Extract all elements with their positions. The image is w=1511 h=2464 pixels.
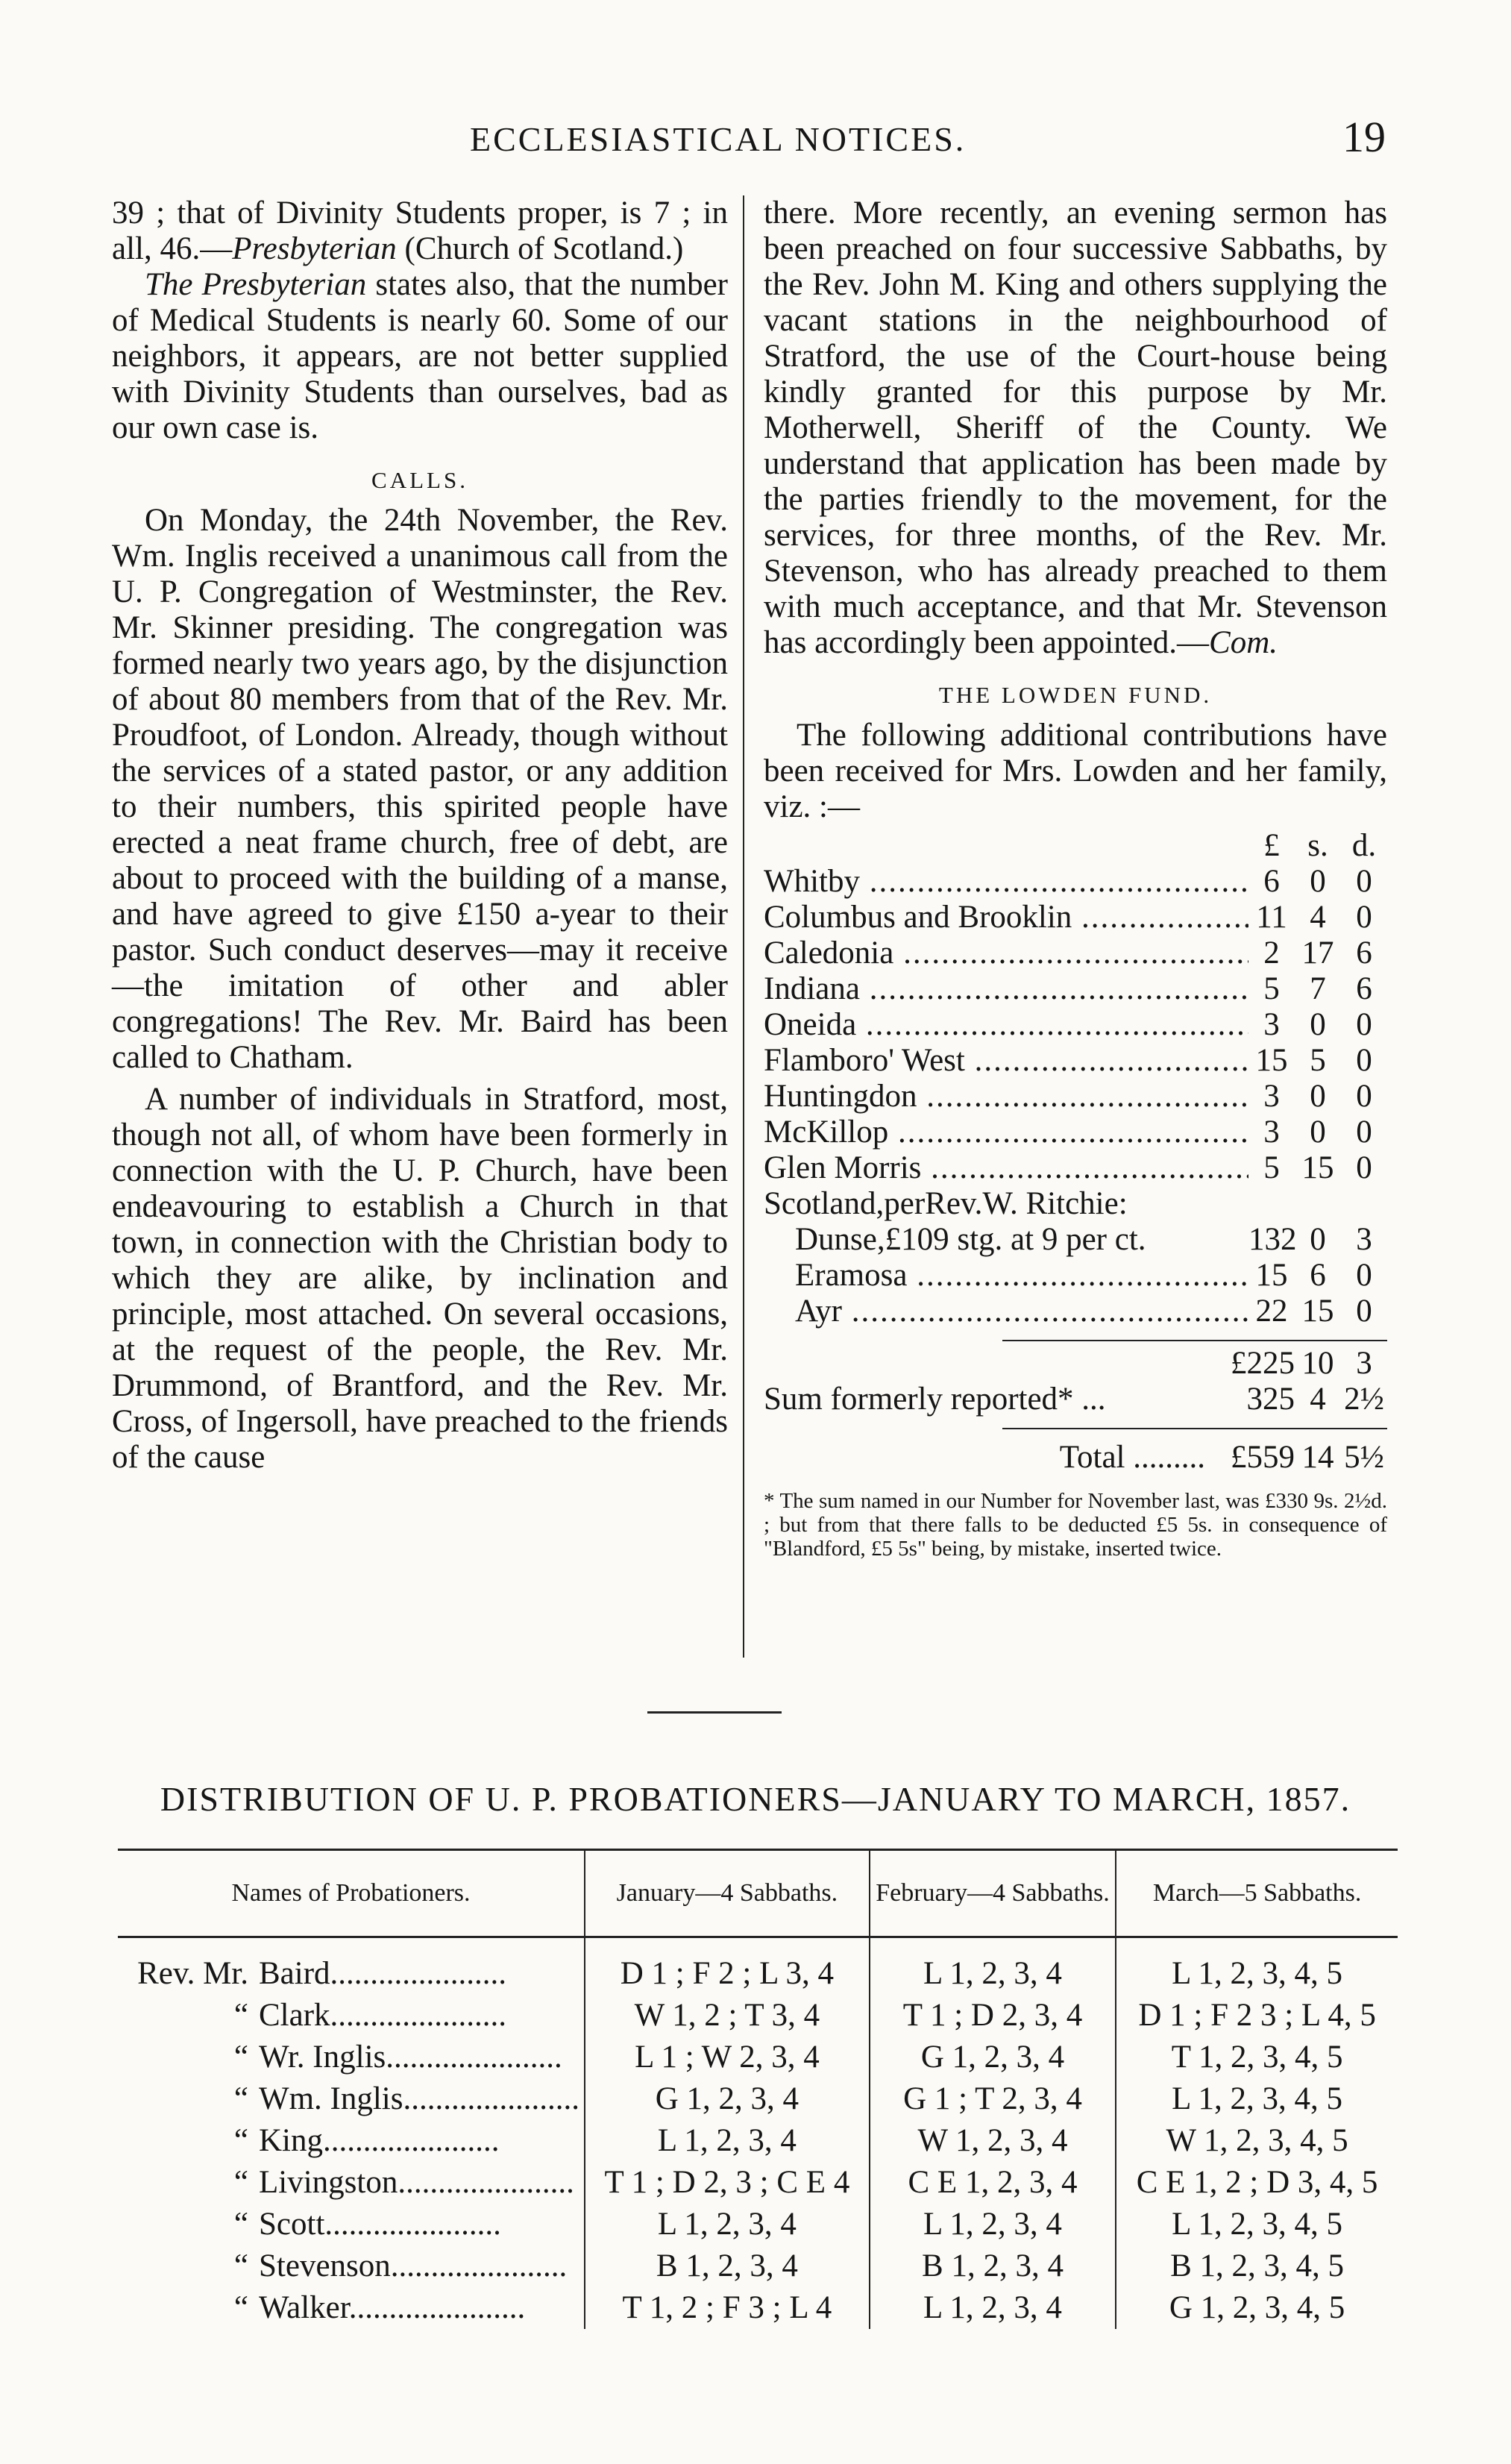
probationer-name: King ..... bbox=[259, 2120, 579, 2162]
fund-list bbox=[764, 864, 1387, 1186]
shillings-value: 5 bbox=[1310, 1043, 1326, 1078]
paragraph bbox=[112, 195, 728, 267]
running-head: ECCLESIASTICAL NOTICES. bbox=[470, 120, 967, 158]
fund-subtotal-row bbox=[764, 1346, 1387, 1382]
march-assignments: G 1, 2, 3, 4, 5 bbox=[1116, 2287, 1398, 2329]
pence-header: d. bbox=[1351, 828, 1377, 863]
text: there. More recently, an evening sermon has been preached on four successive Sabbaths, by the Rev. John M. King and others supplying the vacant stations in the neighbourhood of Stratford, the use of the Court-house being kindly granted for this purpose by Mr. Motherwell, Sheriff of the County. We understand that application has been made by the parties friendly to the movement, for the services, for three months, of the Rev. Mr. Stevenson, who has already preached to them with much acceptance, and that Mr. Stevenson has accordingly been appointed.— bbox=[764, 195, 1387, 660]
fund-total-row bbox=[764, 1440, 1387, 1476]
contributor-name: Flamboro' West ..... bbox=[764, 1043, 1248, 1079]
probationer-name: Wm. Inglis ..... bbox=[259, 2078, 579, 2120]
february-assignments: L 1, 2, 3, 4 bbox=[870, 2287, 1116, 2329]
pounds-value: 3 bbox=[1263, 1115, 1280, 1150]
february-assignments: W 1, 2, 3, 4 bbox=[870, 2120, 1116, 2162]
name-prefix: Rev. Mr. bbox=[137, 1956, 248, 1991]
pounds-value: 15 bbox=[1255, 1258, 1288, 1293]
table-row bbox=[118, 2245, 1398, 2287]
fund-row bbox=[764, 1043, 1387, 1079]
pounds-value: 2 bbox=[1263, 935, 1280, 971]
contributor-name: McKillop ..... bbox=[764, 1115, 1248, 1150]
march-assignments: C E 1, 2 ; D 3, 4, 5 bbox=[1116, 2162, 1398, 2204]
table-row bbox=[118, 1995, 1398, 2037]
pence-value: 0 bbox=[1356, 900, 1372, 935]
pounds-header: £ bbox=[1263, 828, 1280, 863]
text: states also, that the number of Medical Students is nearly 60. Some of our neighbors, it appears, are not better supplied with Divinity Students than ourselves, bad as our own case is. bbox=[112, 267, 728, 445]
table-row bbox=[118, 2204, 1398, 2245]
right-column bbox=[764, 195, 1387, 1561]
shillings-value: 6 bbox=[1310, 1258, 1326, 1293]
february-assignments: L 1, 2, 3, 4 bbox=[870, 2204, 1116, 2245]
february-assignments: L 1, 2, 3, 4 bbox=[870, 1937, 1116, 1996]
shillings-value: 0 bbox=[1310, 1079, 1326, 1114]
pence-value: 0 bbox=[1356, 1258, 1372, 1293]
name-prefix: “ bbox=[233, 2040, 248, 2075]
fund-row bbox=[764, 1007, 1387, 1043]
table-row bbox=[118, 2287, 1398, 2329]
shillings-value: 7 bbox=[1310, 971, 1326, 1006]
left-column bbox=[112, 195, 728, 1476]
fund-scotland-label: Scotland,perRev.W. Ritchie: bbox=[764, 1186, 1128, 1221]
shillings-value: 15 bbox=[1301, 1150, 1334, 1185]
source-name: Presbyterian bbox=[232, 231, 397, 266]
pence-value: 0 bbox=[1356, 864, 1372, 899]
page-number: 19 bbox=[1342, 113, 1386, 161]
march-assignments: L 1, 2, 3, 4, 5 bbox=[1116, 1937, 1398, 1996]
text: 39 ; that of Divinity Students proper, is 7 ; in all, 46.— bbox=[112, 195, 728, 266]
header-march: March—5 Sabbaths. bbox=[1116, 1850, 1398, 1937]
fund-row bbox=[764, 1150, 1387, 1186]
name-prefix: “ bbox=[233, 2290, 248, 2325]
pounds-value: 5 bbox=[1263, 971, 1280, 1006]
probationer-name: Walker ..... bbox=[259, 2287, 579, 2329]
total-rule bbox=[1002, 1428, 1387, 1429]
probationer-cell bbox=[118, 2245, 585, 2287]
formerly-shillings: 4 bbox=[1310, 1382, 1326, 1417]
probationer-cell bbox=[118, 2287, 585, 2329]
probationer-name: Livingston ..... bbox=[259, 2162, 579, 2204]
total-pounds: £559 bbox=[1231, 1440, 1295, 1475]
contributor-name: Ayr ..... bbox=[764, 1294, 1248, 1329]
march-assignments: T 1, 2, 3, 4, 5 bbox=[1116, 2037, 1398, 2078]
name-prefix: “ bbox=[233, 2123, 248, 2158]
name-prefix: “ bbox=[233, 2207, 248, 2242]
fund-row bbox=[764, 1258, 1387, 1294]
pounds-value: 15 bbox=[1255, 1043, 1288, 1078]
name-prefix: “ bbox=[233, 2081, 248, 2116]
fund-row bbox=[764, 935, 1387, 971]
column-divider bbox=[743, 195, 744, 1658]
paragraph: A number of individuals in Stratford, most, though not all, of whom have been formerly in connection with the U. P. Church, have been endeavouring to establish a Church in that town, in connection with the Christian body to which they are alike, by inclination and principle, most attached. On several occasions, at the request of the people, the Rev. Mr. Drummond, of Brantford, and the Rev. Mr. Cross, of Ingersoll, have preached to the friends of the cause bbox=[112, 1082, 728, 1475]
name-prefix: “ bbox=[233, 2248, 248, 2283]
probationer-name: Wr. Inglis ..... bbox=[259, 2037, 579, 2078]
distribution-title: DISTRIBUTION OF U. P. PROBATIONERS—JANUARY TO MARCH, 1857. bbox=[160, 1780, 1351, 1818]
footnote: * The sum named in our Number for November last, was £330 9s. 2½d. ; but from that there falls to be deducted £5 5s. in consequence of "Blandford, £5 5s" being, by mistake, inserted twice. bbox=[764, 1489, 1387, 1561]
probationer-name: Clark ..... bbox=[259, 1995, 579, 2037]
contributor-name: Caledonia ..... bbox=[764, 935, 1248, 971]
paragraph: The following additional contributions have been received for Mrs. Lowden and her family, viz. :— bbox=[764, 718, 1387, 824]
distribution-table bbox=[118, 1849, 1398, 2329]
name-prefix: “ bbox=[233, 2165, 248, 2200]
subtotal-pounds: £225 bbox=[1231, 1346, 1295, 1381]
fund-sub-list bbox=[764, 1222, 1387, 1329]
contributor-name: Oneida ..... bbox=[764, 1007, 1248, 1043]
probationer-cell bbox=[118, 1995, 585, 2037]
fund-row bbox=[764, 1079, 1387, 1115]
table-row bbox=[118, 2162, 1398, 2204]
shillings-header: s. bbox=[1307, 828, 1328, 863]
section-divider bbox=[647, 1711, 782, 1714]
sum-rule bbox=[1002, 1340, 1387, 1341]
february-assignments: B 1, 2, 3, 4 bbox=[870, 2245, 1116, 2287]
fund-formerly-label: Sum formerly reported* ... bbox=[764, 1382, 1106, 1417]
fund-row bbox=[764, 1115, 1387, 1150]
january-assignments: G 1, 2, 3, 4 bbox=[585, 2078, 870, 2120]
shillings-value: 0 bbox=[1310, 1222, 1326, 1257]
paragraph: On Monday, the 24th November, the Rev. Wm. Inglis received a unanimous call from the U. P. Congregation of Westminster, the Rev. Mr. Skinner presiding. The congregation was formed nearly two years ago, by the disjunction of about 80 members from that of the Rev. Mr. Proudfoot, of London. Already, though without the services of a stated pastor, or any addition to their numbers, this spirited people have erected a neat frame church, free of debt, are about to proceed with the building of a manse, and have agreed to give £150 a-year to their pastor. Such conduct deserves—may it receive—the imitation of other and abler congregations! The Rev. Mr. Baird has been called to Chatham. bbox=[112, 503, 728, 1075]
fund-row bbox=[764, 1222, 1387, 1258]
fund-total-label: Total ......... bbox=[1059, 1440, 1205, 1475]
contributor-name: Indiana ..... bbox=[764, 971, 1248, 1007]
february-assignments: G 1 ; T 2, 3, 4 bbox=[870, 2078, 1116, 2120]
pounds-value: 132 bbox=[1248, 1222, 1297, 1257]
january-assignments: L 1, 2, 3, 4 bbox=[585, 2120, 870, 2162]
total-pence: 5½ bbox=[1344, 1440, 1384, 1475]
january-assignments: W 1, 2 ; T 3, 4 bbox=[585, 1995, 870, 2037]
table-row bbox=[118, 2037, 1398, 2078]
table-row bbox=[118, 2120, 1398, 2162]
contributor-name: Huntingdon ..... bbox=[764, 1079, 1248, 1115]
january-assignments: D 1 ; F 2 ; L 3, 4 bbox=[585, 1937, 870, 1996]
shillings-value: 0 bbox=[1310, 1007, 1326, 1042]
contributor-name: Whitby ..... bbox=[764, 864, 1248, 900]
january-assignments: B 1, 2, 3, 4 bbox=[585, 2245, 870, 2287]
march-assignments: L 1, 2, 3, 4, 5 bbox=[1116, 2078, 1398, 2120]
probationer-cell bbox=[118, 2037, 585, 2078]
january-assignments: L 1, 2, 3, 4 bbox=[585, 2204, 870, 2245]
shillings-value: 15 bbox=[1301, 1294, 1334, 1329]
january-assignments: L 1 ; W 2, 3, 4 bbox=[585, 2037, 870, 2078]
march-assignments: D 1 ; F 2 3 ; L 4, 5 bbox=[1116, 1995, 1398, 2037]
fund-row bbox=[764, 900, 1387, 935]
february-assignments: G 1, 2, 3, 4 bbox=[870, 2037, 1116, 2078]
pence-value: 0 bbox=[1356, 1150, 1372, 1185]
formerly-pence: 2½ bbox=[1344, 1382, 1384, 1417]
subtotal-shillings: 10 bbox=[1301, 1346, 1334, 1381]
table-row bbox=[118, 1937, 1398, 1996]
march-assignments: B 1, 2, 3, 4, 5 bbox=[1116, 2245, 1398, 2287]
pence-value: 0 bbox=[1356, 1079, 1372, 1114]
probationer-name: Scott ..... bbox=[259, 2204, 579, 2245]
header-january: January—4 Sabbaths. bbox=[585, 1850, 870, 1937]
probationer-cell bbox=[118, 1937, 585, 1996]
header-february: February—4 Sabbaths. bbox=[870, 1850, 1116, 1937]
pence-value: 0 bbox=[1356, 1043, 1372, 1078]
name-prefix: “ bbox=[233, 1998, 248, 2033]
pence-value: 0 bbox=[1356, 1007, 1372, 1042]
pence-value: 0 bbox=[1356, 1294, 1372, 1329]
table-row bbox=[118, 2078, 1398, 2120]
fund-row bbox=[764, 971, 1387, 1007]
contributor-name: Glen Morris ..... bbox=[764, 1150, 1248, 1186]
table-body bbox=[118, 1937, 1398, 2330]
subtotal-pence: 3 bbox=[1356, 1346, 1372, 1381]
section-heading-lowden-fund: THE LOWDEN FUND. bbox=[938, 682, 1213, 708]
table-header-row bbox=[118, 1850, 1398, 1937]
january-assignments: T 1, 2 ; F 3 ; L 4 bbox=[585, 2287, 870, 2329]
contributor-name: Dunse,£109 stg. at 9 per ct. bbox=[795, 1222, 1146, 1257]
march-assignments: W 1, 2, 3, 4, 5 bbox=[1116, 2120, 1398, 2162]
paragraph bbox=[764, 195, 1387, 661]
source-name: The Presbyterian bbox=[145, 267, 367, 302]
pounds-value: 6 bbox=[1263, 864, 1280, 899]
fund-row bbox=[764, 1294, 1387, 1329]
text: (Church of Scotland.) bbox=[396, 231, 684, 266]
pence-value: 0 bbox=[1356, 1115, 1372, 1150]
pence-value: 3 bbox=[1356, 1222, 1372, 1257]
february-assignments: C E 1, 2, 3, 4 bbox=[870, 2162, 1116, 2204]
pounds-value: 5 bbox=[1263, 1150, 1280, 1185]
shillings-value: 4 bbox=[1310, 900, 1326, 935]
section-heading-calls: CALLS. bbox=[371, 467, 468, 493]
formerly-pounds: 325 bbox=[1246, 1382, 1295, 1417]
probationer-cell bbox=[118, 2120, 585, 2162]
probationer-name: Baird ..... bbox=[259, 1953, 579, 1995]
total-shillings: 14 bbox=[1301, 1440, 1334, 1475]
pounds-value: 3 bbox=[1263, 1007, 1280, 1042]
probationer-cell bbox=[118, 2078, 585, 2120]
paragraph bbox=[112, 267, 728, 446]
pounds-value: 11 bbox=[1256, 900, 1287, 935]
signature: Com. bbox=[1209, 625, 1278, 660]
probationer-name: Stevenson ..... bbox=[259, 2245, 579, 2287]
pounds-value: 3 bbox=[1263, 1079, 1280, 1114]
fund-formerly-row bbox=[764, 1382, 1387, 1417]
fund-column-headers bbox=[764, 828, 1387, 864]
shillings-value: 0 bbox=[1310, 1115, 1326, 1150]
january-assignments: T 1 ; D 2, 3 ; C E 4 bbox=[585, 2162, 870, 2204]
shillings-value: 0 bbox=[1310, 864, 1326, 899]
probationer-cell bbox=[118, 2204, 585, 2245]
contributor-name: Eramosa ..... bbox=[764, 1258, 1248, 1294]
header-names: Names of Probationers. bbox=[118, 1850, 585, 1937]
contributor-name: Columbus and Brooklin ..... bbox=[764, 900, 1248, 935]
pence-value: 6 bbox=[1356, 935, 1372, 971]
pounds-value: 22 bbox=[1255, 1294, 1288, 1329]
march-assignments: L 1, 2, 3, 4, 5 bbox=[1116, 2204, 1398, 2245]
fund-row bbox=[764, 864, 1387, 900]
february-assignments: T 1 ; D 2, 3, 4 bbox=[870, 1995, 1116, 2037]
probationer-cell bbox=[118, 2162, 585, 2204]
pence-value: 6 bbox=[1356, 971, 1372, 1006]
shillings-value: 17 bbox=[1301, 935, 1334, 971]
